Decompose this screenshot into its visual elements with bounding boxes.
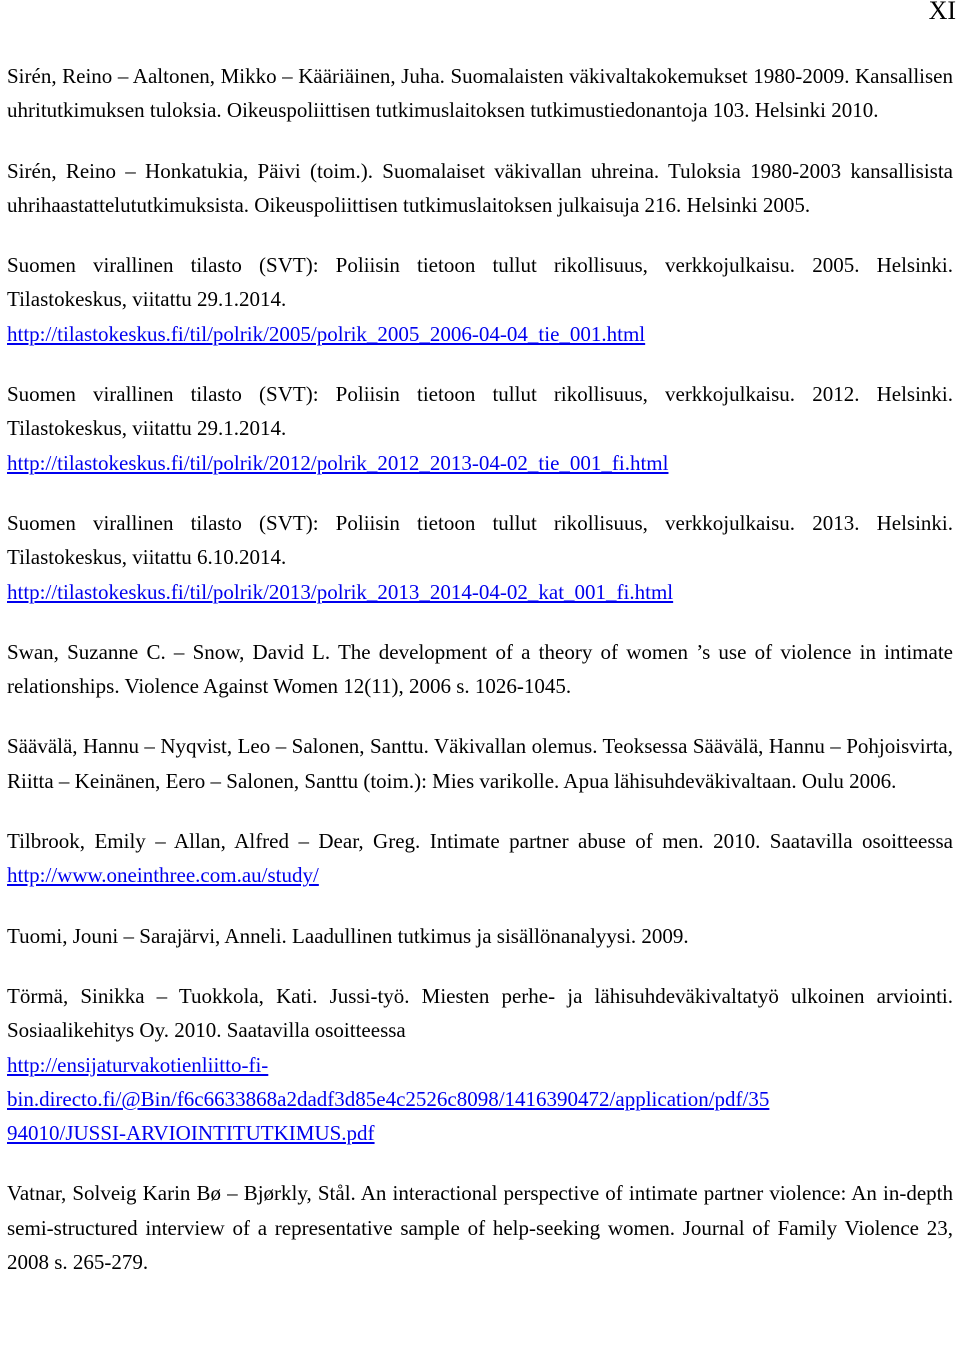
reference-link[interactable]: http://tilastokeskus.fi/til/polrik/2012/polrik_2012_2013-04-02_tie_001_fi.html — [7, 450, 669, 475]
reference-siren-honkatukia — [7, 154, 953, 223]
reference-text: Tuomi, Jouni – Sarajärvi, Anneli. Laadullinen tutkimus ja sisällönanalyysi. 2009. — [7, 923, 689, 948]
reference-link-line-1[interactable]: http://ensijaturvakotienliitto-fi- — [7, 1052, 269, 1077]
reference-link[interactable]: http://tilastokeskus.fi/til/polrik/2005/polrik_2005_2006-04-04_tie_001.html — [7, 321, 646, 346]
reference-link-line-2[interactable]: bin.directo.fi/@Bin/f6c6633868a2dadf3d85e4c2526c8098/1416390472/application/pdf/35 — [7, 1086, 770, 1111]
reference-siren-aaltonen — [7, 59, 953, 128]
reference-svt-2005 — [7, 248, 953, 351]
reference-tilbrook — [7, 824, 953, 893]
reference-vatnar — [7, 1176, 953, 1279]
reference-tuomi — [7, 919, 953, 953]
reference-link[interactable]: http://tilastokeskus.fi/til/polrik/2013/polrik_2013_2014-04-02_kat_001_fi.html — [7, 579, 674, 604]
reference-saavala — [7, 729, 953, 798]
reference-text: Vatnar, Solveig Karin Bø – Bjørkly, Stål. An interactional perspective of intimate partner violence: An in-depth semi-structured interview of a representative sample of help-seeking women. Journal of Family Violence 23, 2008 s. 265-279. — [7, 1181, 953, 1275]
reference-link-line-3[interactable]: 94010/JUSSI-ARVIOINTITUTKIMUS.pdf — [7, 1121, 375, 1146]
reference-swan-snow — [7, 635, 953, 704]
reference-text: Sirén, Reino – Aaltonen, Mikko – Kääriäinen, Juha. Suomalaisten väkivaltakokemukset 1980-2009. Kansallisen uhritutkimuksen tuloksia. Oikeuspoliittisen tutkimuslaitoksen tutkimustiedonantoja 103. Helsinki 2010. — [7, 64, 953, 123]
reference-text: Swan, Suzanne C. – Snow, David L. The development of a theory of women ’s use of violence in intimate relationships. Violence Against Women 12(11), 2006 s. 1026-1045. — [7, 639, 953, 699]
page-number: XI — [928, 0, 956, 25]
reference-text: Tilbrook, Emily – Allan, Alfred – Dear, Greg. Intimate partner abuse of men. 2010. Saatavilla osoitteessa — [7, 829, 953, 854]
reference-link[interactable]: http://www.oneinthree.com.au/study/ — [7, 863, 319, 888]
reference-text: Suomen virallinen tilasto (SVT): Poliisin tietoon tullut rikollisuus, verkkojulkaisu. 2013. Helsinki. Tilastokeskus, viitattu 6.10.2014. — [7, 510, 953, 570]
reference-svt-2012 — [7, 377, 953, 480]
reference-text: Suomen virallinen tilasto (SVT): Poliisin tietoon tullut rikollisuus, verkkojulkaisu. 2005. Helsinki. Tilastokeskus, viitattu 29.1.2014. — [7, 253, 953, 312]
reference-text: Törmä, Sinikka – Tuokkola, Kati. Jussi-työ. Miesten perhe- ja lähisuhdeväkivaltatyö ulkoinen arviointi. Sosiaalikehitys Oy. 2010. Saatavilla osoitteessa — [7, 983, 953, 1043]
reference-torma — [7, 979, 953, 1150]
reference-list — [7, 59, 953, 1305]
reference-svt-2013 — [7, 506, 953, 609]
reference-text: Säävälä, Hannu – Nyqvist, Leo – Salonen, Santtu. Väkivallan olemus. Teoksessa Säävälä, Hannu – Pohjoisvirta, Riitta – Keinänen, Eero – Salonen, Santtu (toim.): Mies varikolle. Apua lähisuhdeväkivaltaan. Oulu 2006. — [7, 734, 953, 793]
reference-text: Sirén, Reino – Honkatukia, Päivi (toim.). Suomalaiset väkivallan uhreina. Tuloksia 1980-2003 kansallisista uhrihaastattelututkimuksista. Oikeuspoliittisen tutkimuslaitoksen julkaisuja 216. Helsinki 2005. — [7, 158, 953, 217]
reference-text: Suomen virallinen tilasto (SVT): Poliisin tietoon tullut rikollisuus, verkkojulkaisu. 2012. Helsinki. Tilastokeskus, viitattu 29.1.2014. — [7, 382, 953, 441]
